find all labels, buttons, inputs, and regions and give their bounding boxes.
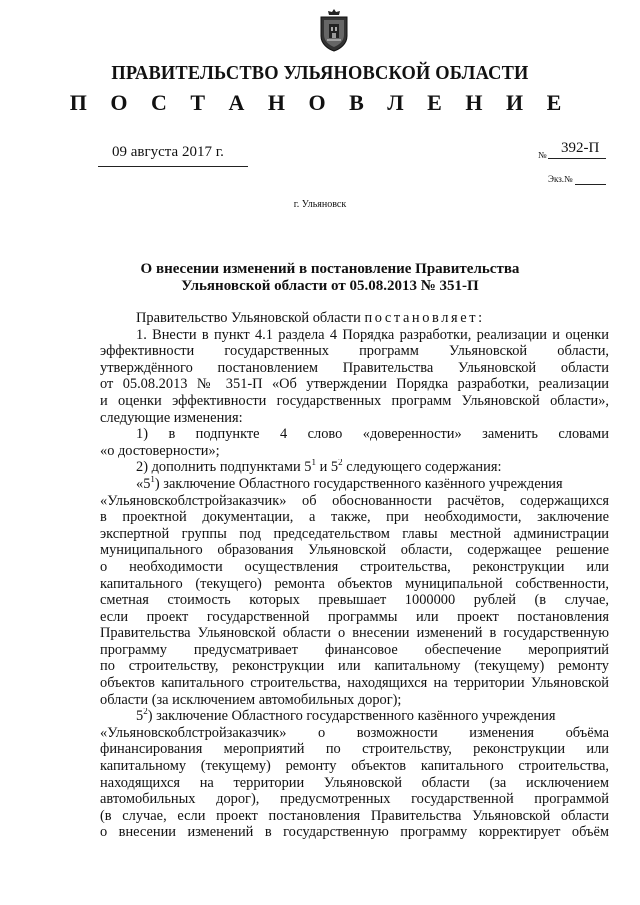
body-line: Правительства Ульяновской области о внесении изменений в государственную bbox=[100, 625, 609, 642]
body-line: эффективности государственных программ Ульяновской области, bbox=[100, 343, 609, 360]
body-line: утверждённого постановлением Правительства Ульяновской области bbox=[100, 359, 609, 376]
body-line: и оценки эффективности государственных программ Ульяновской области», bbox=[100, 392, 609, 409]
copy-number-underline bbox=[575, 184, 606, 185]
text-run: следующего содержания: bbox=[342, 459, 502, 476]
preamble bbox=[100, 310, 609, 327]
superscript: 2 bbox=[143, 708, 148, 717]
body-line bbox=[100, 708, 609, 725]
body-line: сметная стоимость которых превышает 1000000 рублей (в случае, bbox=[100, 592, 609, 609]
body-line: если проект государственной программы или проект постановления bbox=[100, 608, 609, 625]
body-line: «Ульяновскоблстройзаказчик» об обоснованности расчётов, содержащихся bbox=[100, 492, 609, 509]
body-line: от 05.08.2013 № 351-П «Об утверждении Порядка разработки, реализации bbox=[100, 376, 609, 393]
preamble-text: Правительство Ульяновской области bbox=[136, 310, 365, 326]
superscript: 1 bbox=[150, 475, 155, 485]
body-line: капитального (текущего) ремонта объектов муниципальной собственности, bbox=[100, 575, 609, 592]
body-line: капитальному (текущему) ремонту объектов капитального строительства, bbox=[100, 758, 609, 775]
body-line: по строительству, реконструкции или капитальному (текущему) ремонту bbox=[100, 658, 609, 675]
preamble-verb: постановляет: bbox=[364, 310, 485, 326]
coat-of-arms-icon bbox=[317, 8, 351, 52]
copy-number-label: Экз.№ bbox=[548, 174, 573, 184]
text-run: ) заключение Областного государственного казённого учреждения bbox=[147, 708, 556, 725]
body-line: (в случае, если проект постановления Правительства Ульяновской области bbox=[100, 807, 609, 824]
body-line: объектов капитального строительства, находящихся на территории Ульяновской bbox=[100, 675, 609, 692]
document-subject bbox=[140, 261, 520, 295]
date-underline bbox=[98, 166, 248, 167]
superscript: 1 bbox=[311, 459, 316, 468]
body-line: 1. Внести в пункт 4.1 раздела 4 Порядка разработки, реализации и оценки bbox=[136, 326, 609, 343]
body-line: «о достоверности»; bbox=[100, 442, 220, 459]
body-line: о необходимости осуществления строительства, реконструкции или bbox=[100, 558, 609, 575]
government-name: ПРАВИТЕЛЬСТВО УЛЬЯНОВСКОЙ ОБЛАСТИ bbox=[111, 62, 529, 84]
body-line: программу предусматривает финансовое обеспечение мероприятий bbox=[100, 641, 609, 658]
body-line bbox=[100, 459, 609, 476]
body-line: автомобильных дорог), предусмотренных государственной программой bbox=[100, 791, 609, 808]
number-sign: № bbox=[538, 150, 547, 160]
body-line: следующие изменения: bbox=[100, 409, 243, 426]
text-run: «5 bbox=[136, 475, 151, 492]
body-line: экспертной группы под председательством главы местной администрации bbox=[100, 525, 609, 542]
text-run: 5 bbox=[136, 708, 144, 725]
body-line: в проектной документации, а также, при необходимости, заключение bbox=[100, 509, 609, 526]
document-body bbox=[100, 310, 609, 841]
body-line: «Ульяновскоблстройзаказчик» о возможности изменения объёма bbox=[100, 724, 609, 741]
superscript: 2 bbox=[338, 459, 343, 468]
body-line: финансирования мероприятий по строительству, реконструкции или bbox=[100, 741, 609, 758]
document-number: 392-П bbox=[561, 140, 600, 156]
body-line: 1) в подпункте 4 слово «доверенности» заменить словами bbox=[136, 426, 609, 443]
body-line: муниципального образования Ульяновской области, содержащее решение bbox=[100, 542, 609, 559]
text-run: ) заключение Областного государственного казённого учреждения bbox=[154, 475, 563, 492]
body-line: области (за исключением автомобильных дорог); bbox=[100, 691, 402, 708]
document-type: П О С Т А Н О В Л Е Н И Е bbox=[69, 90, 571, 115]
number-underline bbox=[548, 158, 606, 159]
subject-line: Ульяновской области от 05.08.2013 № 351-П bbox=[181, 278, 479, 294]
body-line: о внесении изменений в государственную программу корректирует объём bbox=[100, 824, 609, 841]
text-run: 2) дополнить подпунктами 5 bbox=[136, 459, 312, 476]
body-line bbox=[100, 476, 609, 493]
document-date: 09 августа 2017 г. bbox=[112, 144, 224, 160]
body-line: находящихся на территории Ульяновской области (за исключением bbox=[100, 774, 609, 791]
city: г. Ульяновск bbox=[293, 199, 347, 210]
subject-line: О внесении изменений в постановление Правительства bbox=[140, 261, 520, 277]
text-run: и 5 bbox=[316, 459, 339, 476]
